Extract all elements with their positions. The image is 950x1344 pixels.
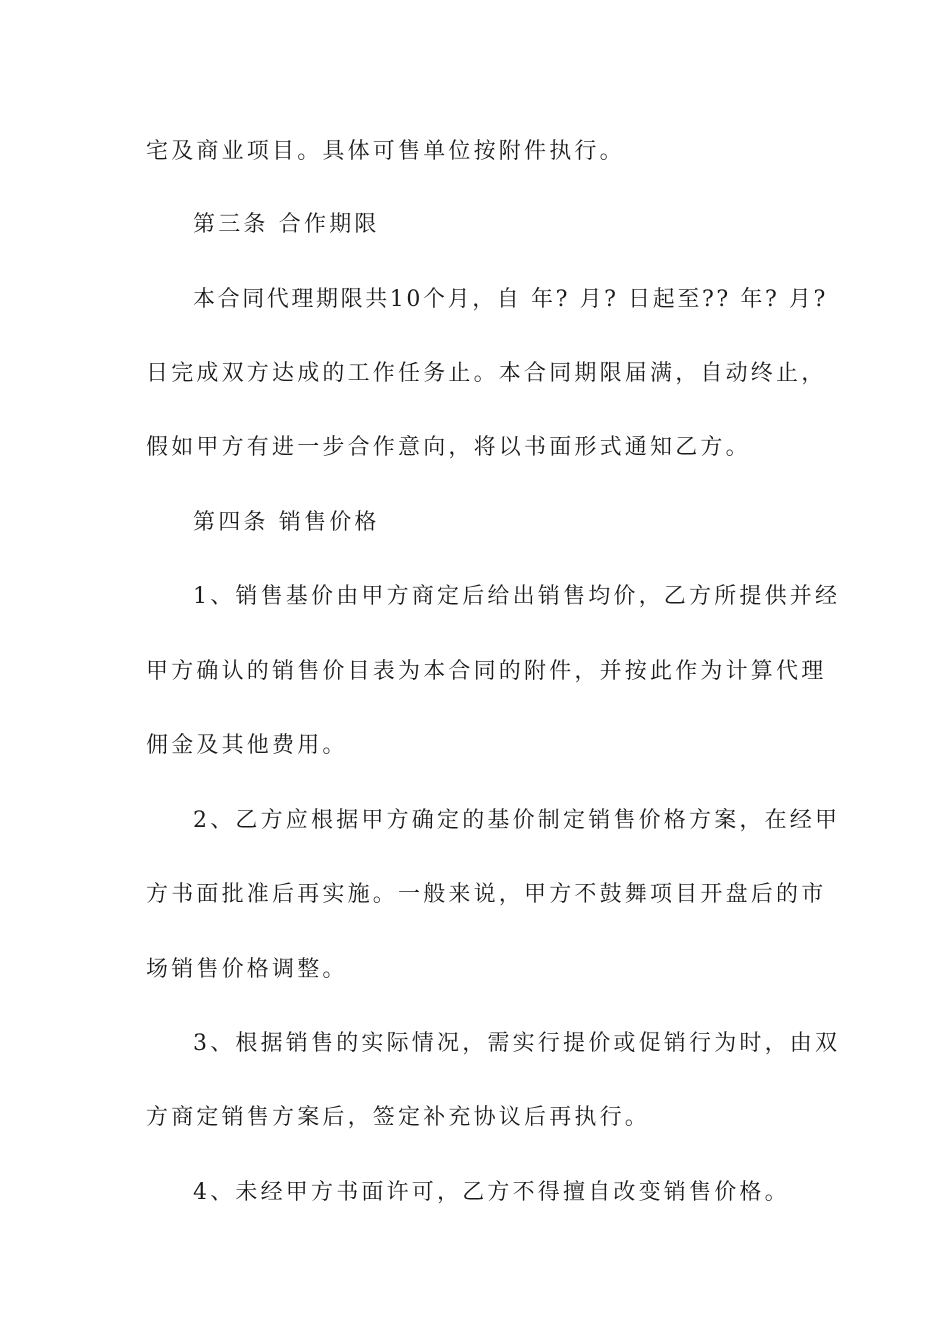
text-line: 假如甲方有进一步合作意向，将以书面形式通知乙方。 — [146, 435, 751, 460]
text-line: 1、销售基价由甲方商定后给出销售均价，乙方所提供并经 — [193, 584, 841, 609]
text-line: 本合同代理期限共10个月，自 年? 月? 日起至?? 年? 月? — [193, 287, 828, 312]
text-line: 方商定销售方案后，签定补充协议后再执行。 — [146, 1105, 651, 1130]
text-line: 甲方确认的销售价目表为本合同的附件，并按此作为计算代理 — [146, 659, 827, 684]
text-line: 3、根据销售的实际情况，需实行提价或促销行为时，由双 — [193, 1031, 841, 1056]
text-line: 宅及商业项目。具体可售单位按附件执行。 — [146, 139, 625, 164]
text-line: 2、乙方应根据甲方确定的基价制定销售价格方案，在经甲 — [193, 808, 841, 833]
text-line: 佣金及其他费用。 — [146, 733, 348, 758]
text-line: 日完成双方达成的工作任务止。本合同期限届满，自动终止， — [146, 361, 827, 386]
text-line: 场销售价格调整。 — [146, 957, 348, 982]
text-line: 4、未经甲方书面许可，乙方不得擅自改变销售价格。 — [193, 1180, 790, 1205]
section-heading-3: 第三条 合作期限 — [193, 212, 380, 237]
text-line: 方书面批准后再实施。一般来说，甲方不鼓舞项目开盘后的市 — [146, 882, 827, 907]
section-heading-4: 第四条 销售价格 — [193, 510, 380, 535]
